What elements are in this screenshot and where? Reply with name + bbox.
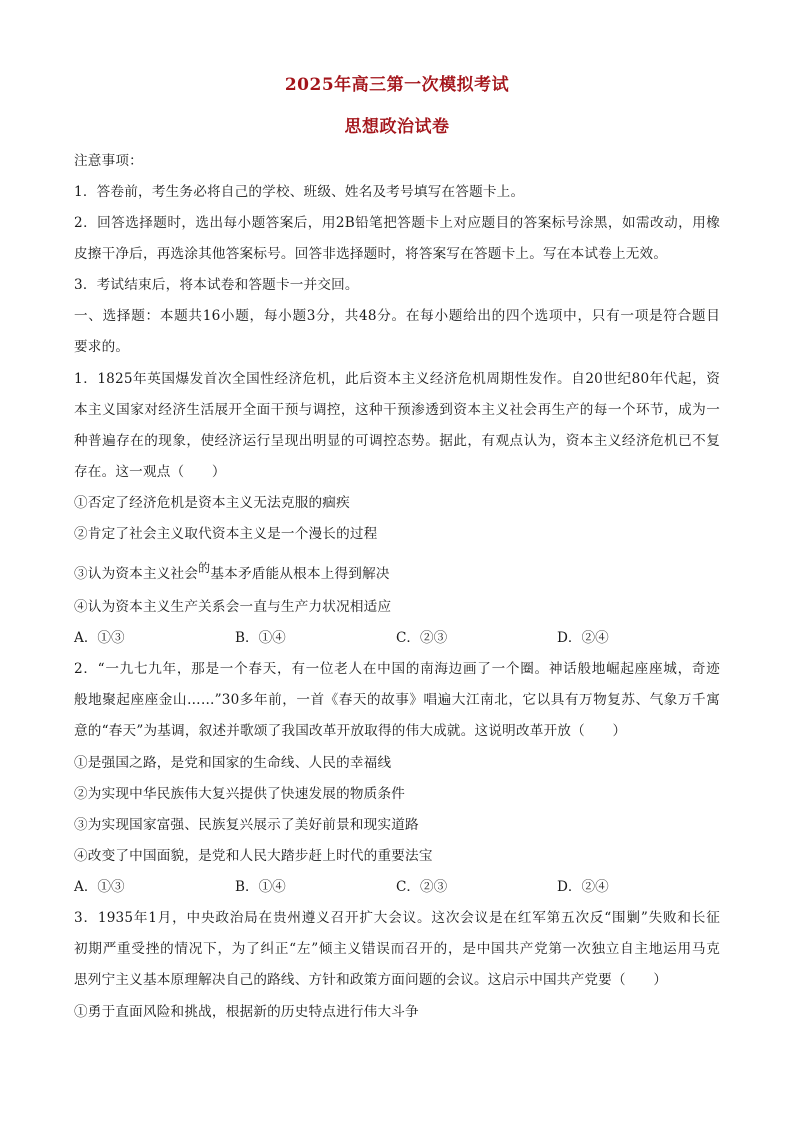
- q1-stem-line-1: 1．1825年英国爆发首次全国性经济危机，此后资本主义经济危机周期性发作。自20世纪80年代起，资: [74, 371, 720, 387]
- notice-item-2-line-1: 2．回答选择题时，选出每小题答案后，用2B铅笔把答题卡上对应题目的答案标号涂黑，如需改动，用橡: [74, 215, 720, 231]
- q3-stem-line-3: 思列宁主义基本原理解决自己的路线、方针和政策方面问题的会议。这启示中国共产党要（ ）: [74, 972, 668, 988]
- q1-stem-line-3: 种普遍存在的现象，使经济运行呈现出明显的可调控态势。据此，有观点认为，资本主义经济危机已不复: [74, 433, 720, 449]
- q1-option-a[interactable]: A．①③: [74, 630, 125, 646]
- q2-statement-4: ④改变了中国面貌，是党和人民大踏步赶上时代的重要法宝: [74, 848, 433, 864]
- q2-stem-line-2: 般地聚起座座金山……”30多年前，一首《春天的故事》唱遍大江南北，它以具有万物复苏、气象万千寓: [74, 692, 720, 708]
- q2-stem-line-1: 2．“一九七九年，那是一个春天，有一位老人在中国的南海边画了一个圈。神话般地崛起座座城，奇迹: [74, 661, 720, 677]
- exam-title: 2025年高三第一次模拟考试: [284, 75, 510, 95]
- q1-statement-3-part-a: ③认为资本主义社会: [74, 566, 199, 582]
- q1-statement-3-part-b: 基本矛盾能从根本上得到解决: [210, 566, 390, 582]
- section-heading-line-1: 一、选择题：本题共16小题，每小题3分，共48分。在每小题给出的四个选项中，只有一项是符合题目: [74, 308, 720, 324]
- notice-item-1: 1．答卷前，考生务必将自己的学校、班级、姓名及考号填写在答题卡上。: [74, 184, 525, 200]
- q1-option-d[interactable]: D．②④: [557, 630, 609, 646]
- q3-statement-1: ①勇于直面风险和挑战，根据新的历史特点进行伟大斗争: [74, 1004, 419, 1020]
- q1-statement-3: [74, 561, 390, 583]
- q2-option-d[interactable]: D．②④: [557, 879, 609, 895]
- notice-item-3: 3．考试结束后，将本试卷和答题卡一并交回。: [74, 277, 359, 293]
- q2-statement-1: ①是强国之路，是党和国家的生命线、人民的幸福线: [74, 755, 392, 771]
- q1-stem-line-4: 存在。这一观点（ ）: [74, 464, 226, 480]
- q2-option-b[interactable]: B．①④: [235, 879, 286, 895]
- q2-stem-line-3: 意的“春天”为基调，叙述并歌颂了我国改革开放取得的伟大成就。这说明改革开放（ ）: [74, 723, 627, 739]
- q3-stem-line-2: 初期严重受挫的情况下，为了纠正“左”倾主义错误而召开的，是中国共产党第一次独立自主地运用马克: [74, 941, 720, 957]
- notice-item-2-line-2: 皮擦干净后，再选涂其他答案标号。回答非选择题时，将答案写在答题卡上。写在本试卷上无效。: [74, 246, 668, 262]
- q1-statement-2: ②肯定了社会主义取代资本主义是一个漫长的过程: [74, 526, 378, 542]
- exam-subtitle: 思想政治试卷: [344, 117, 450, 137]
- notice-heading: 注意事项：: [74, 153, 143, 169]
- q1-statement-1: ①否定了经济危机是资本主义无法克服的痼疾: [74, 495, 350, 511]
- section-heading-line-2: 要求的。: [74, 339, 130, 355]
- q2-option-a[interactable]: A．①③: [74, 879, 125, 895]
- q2-option-c[interactable]: C．②③: [396, 879, 448, 895]
- q1-option-b[interactable]: B．①④: [235, 630, 286, 646]
- q2-statement-2: ②为实现中华民族伟大复兴提供了快速发展的物质条件: [74, 786, 406, 802]
- q1-option-c[interactable]: C．②③: [396, 630, 448, 646]
- q2-statement-3: ③为实现国家富强、民族复兴展示了美好前景和现实道路: [74, 817, 419, 833]
- q1-statement-4: ④认为资本主义生产关系会一直与生产力状况相适应: [74, 599, 392, 615]
- q1-statement-3-superscript: 的: [198, 561, 211, 575]
- q1-stem-line-2: 本主义国家对经济生活展开全面干预与调控，这种干预渗透到资本主义社会再生产的每一个环节，成为一: [74, 402, 720, 418]
- q3-stem-line-1: 3．1935年1月，中央政治局在贵州遵义召开扩大会议。这次会议是在红军第五次反“围剿”失败和长征: [74, 910, 720, 926]
